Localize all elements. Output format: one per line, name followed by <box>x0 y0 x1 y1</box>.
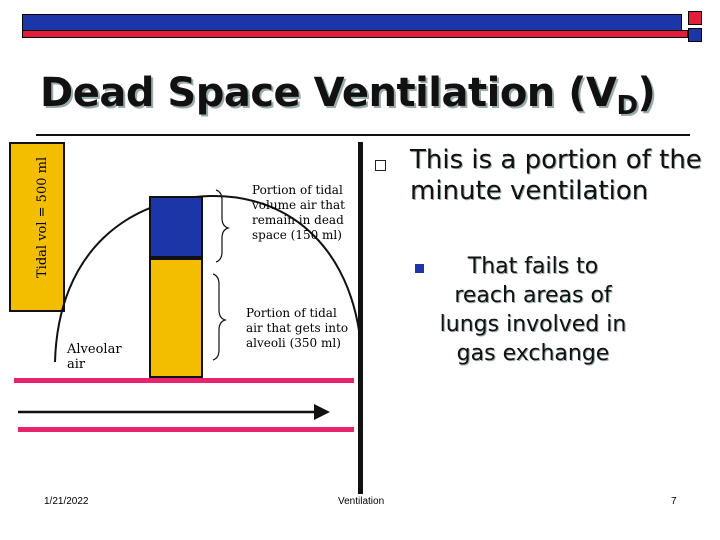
dead-space-caption: Portion of tidal volume air that remain in dead space (150 ml) <box>252 183 345 242</box>
title-close: ) <box>637 70 656 116</box>
dead-space-brace <box>216 190 228 262</box>
alveoli-caption: Portion of tidal air that gets into alveoli (350 ml) <box>246 306 349 350</box>
footer-date: 1/21/2022 <box>44 496 89 507</box>
title-text: Dead Space Ventilation (V <box>40 70 617 116</box>
sub-bullet-text: That fails to reach areas of lungs involved in gas exchange <box>439 254 627 366</box>
tidal-volume-label: Tidal vol = 500 ml <box>35 156 50 278</box>
alveolar-air-label: Alveolar air <box>67 342 122 372</box>
pink-line-top <box>14 378 354 383</box>
title-subscript: D <box>616 91 638 121</box>
hollow-square-bullet-icon <box>375 160 386 171</box>
divider-line <box>358 142 363 494</box>
footer-title: Ventilation <box>338 496 385 507</box>
main-bullet-text: This is a portion of the minute ventilation <box>410 145 702 206</box>
pink-line-bottom <box>18 427 354 432</box>
page-number: 7 <box>671 496 677 507</box>
dead-space-block <box>149 196 203 258</box>
alveolar-block <box>149 258 203 378</box>
flow-arrow-head <box>314 404 330 420</box>
alveoli-brace <box>213 274 225 360</box>
square-bullet-icon <box>415 264 424 273</box>
